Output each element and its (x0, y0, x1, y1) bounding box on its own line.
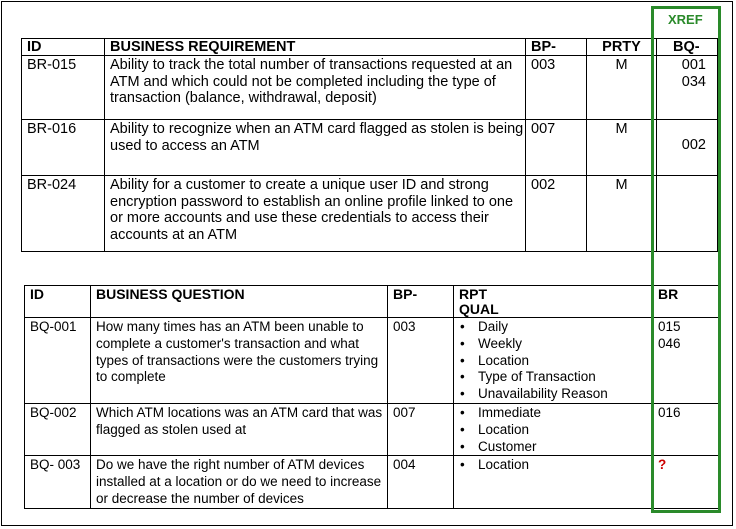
requirement-id: BR-024 (22, 176, 105, 252)
requirement-priority: M (587, 120, 657, 176)
br-ref: 015 (658, 319, 681, 334)
question-br-refs (653, 403, 719, 455)
table-row (22, 176, 718, 252)
list-item: • Location (459, 422, 652, 439)
list-item: • Unavailability Reason (459, 386, 652, 403)
table-header-row (25, 286, 719, 318)
question-text: Which ATM locations was an ATM card that was flagged as stolen used at (91, 403, 388, 455)
list-item: • Immediate (459, 405, 652, 422)
col-header-br: BR (653, 286, 719, 318)
requirement-bq-refs (657, 56, 718, 120)
br-ref: 046 (658, 335, 681, 351)
question-br-refs (653, 318, 719, 404)
requirement-priority: M (587, 176, 657, 252)
table-row (25, 318, 719, 404)
requirement-bq-refs (657, 176, 718, 252)
requirement-bp: 003 (526, 56, 587, 120)
requirement-bq-refs (657, 120, 718, 176)
table-row (25, 456, 719, 508)
requirement-text: Ability to track the total number of transactions requested at an ATM and which could not be completed including the type of transaction (balance, withdrawal, deposit) (105, 56, 526, 120)
list-item: • Type of Transaction (459, 369, 652, 386)
requirement-bp: 007 (526, 120, 587, 176)
question-text: Do we have the right number of ATM devices installed at a location or do we need to increase or decrease the number of devices (91, 456, 388, 508)
br-ref: 016 (658, 404, 681, 420)
list-item: • Location (459, 457, 652, 474)
requirement-id: BR-016 (22, 120, 105, 176)
col-header-bp: BP- (388, 286, 454, 318)
col-header-id: ID (22, 39, 105, 56)
requirement-id: BR-015 (22, 56, 105, 120)
question-id: BQ- 003 (25, 456, 91, 508)
question-bp: 003 (388, 318, 454, 404)
bq-ref: 034 (681, 73, 706, 90)
requirement-text: Ability for a customer to create a unique user ID and strong encryption password to establish an online profile linked to one or more accounts and use these credentials to access their accounts at an ATM (105, 176, 526, 252)
question-id: BQ-002 (25, 403, 91, 455)
table-row (22, 56, 718, 120)
requirement-bp: 002 (526, 176, 587, 252)
col-header-business-question: BUSINESS QUESTION (91, 286, 388, 318)
xref-label: XREF (668, 12, 703, 27)
question-report-qualifiers (454, 318, 653, 404)
bq-ref: 001 (681, 57, 706, 73)
col-header-business-requirement: BUSINESS REQUIREMENT (105, 39, 526, 56)
question-report-qualifiers (454, 456, 653, 508)
col-header-id: ID (25, 286, 91, 318)
table-row (22, 120, 718, 176)
requirement-priority: M (587, 56, 657, 120)
requirement-text: Ability to recognize when an ATM card flagged as stolen is being used to access an ATM (105, 120, 526, 176)
question-bp: 004 (388, 456, 454, 508)
col-header-prty: PRTY (587, 39, 657, 56)
question-report-qualifiers (454, 403, 653, 455)
list-item: • Customer (459, 439, 652, 456)
table-header-row (22, 39, 718, 56)
list-item: • Daily (459, 319, 652, 336)
question-text: How many times has an ATM been unable to complete a customer's transaction and what types of transactions were the customers trying to complete (91, 318, 388, 404)
col-header-bp: BP- (526, 39, 587, 56)
missing-br-ref: ? (658, 457, 667, 473)
question-bp: 007 (388, 403, 454, 455)
col-header-bq: BQ- (657, 39, 718, 56)
business-questions-table (24, 285, 719, 509)
business-requirements-table (21, 38, 718, 252)
table-row (25, 403, 719, 455)
bq-ref: 002 (681, 137, 706, 153)
question-id: BQ-001 (25, 318, 91, 404)
question-br-refs (653, 456, 719, 508)
list-item: • Location (459, 353, 652, 370)
col-header-rpt-qual: RPT QUAL (454, 286, 653, 318)
list-item: • Weekly (459, 336, 652, 353)
